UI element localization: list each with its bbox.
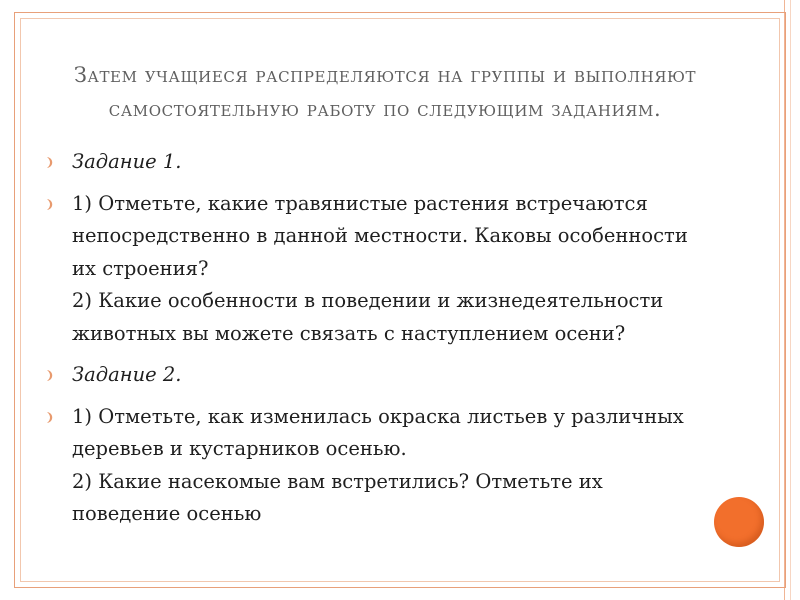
bullet-icon (46, 157, 55, 168)
slide-title-line-1: Затем учащиеся распределяются на группы и выполняют (73, 63, 697, 87)
list-item-task-1-heading (44, 146, 704, 179)
orange-circle-decoration (714, 497, 764, 547)
slide-title-line-2: самостоятельную работу по следующим заданиям. (108, 97, 662, 121)
list-item-task-1-body (44, 188, 704, 351)
slide-title (40, 58, 730, 126)
list-item-task-2-heading (44, 359, 704, 392)
bullet-icon (46, 199, 55, 210)
list-item-text: 1) Отметьте, какие травянистые растения встречаются непосредственно в данной местности. Каковы особенности их строения? 2) Какие особенности в поведении и жизнедеятельности животных вы можете связать с наступлением осени? (72, 191, 688, 345)
bullet-icon (46, 370, 55, 381)
list-item-text: 1) Отметьте, как изменилась окраска листьев у различных деревьев и кустарников осенью. 2) Какие насекомые вам встретились? Отметьте их поведение осенью (72, 404, 684, 525)
list-item-text: Задание 1. (72, 150, 182, 173)
right-decor-line-2 (790, 0, 791, 600)
list-item-task-2-body (44, 401, 704, 531)
bullet-list (44, 146, 704, 540)
bullet-icon (46, 412, 55, 423)
list-item-text: Задание 2. (72, 363, 182, 386)
